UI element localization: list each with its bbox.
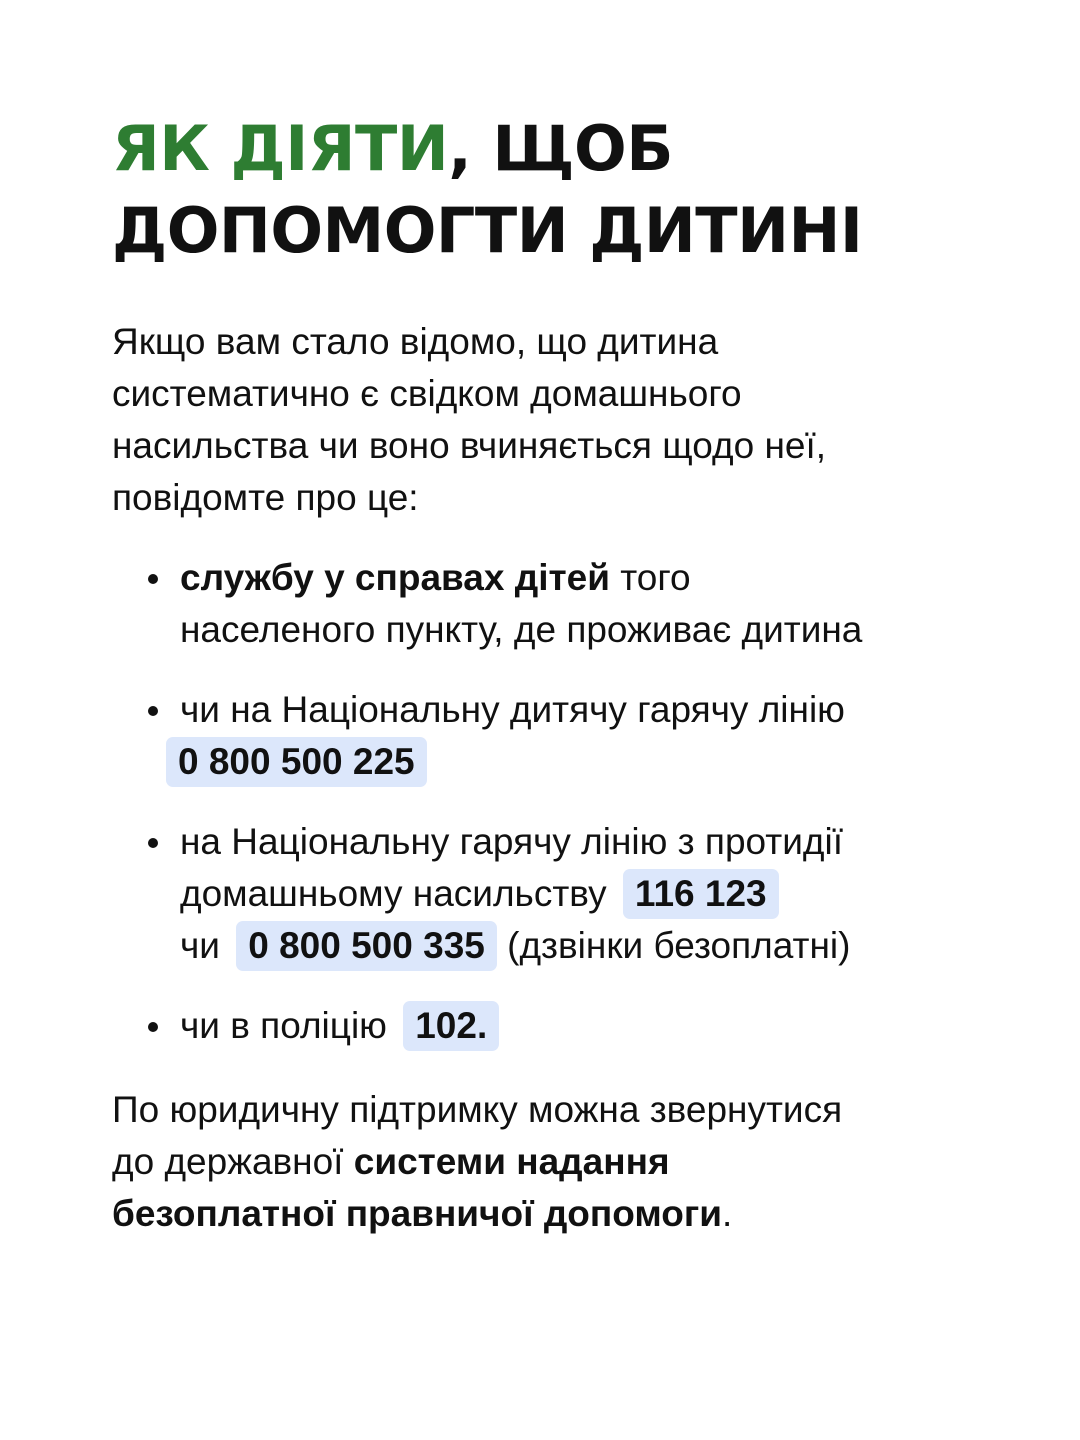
item-text: чи [180,925,220,966]
bullet-icon [148,1022,158,1032]
intro-line: Якщо вам стало відомо, що дитина [112,321,719,362]
title-accent: ЯК ДІЯТИ [112,112,449,185]
title-rest: , ЩОБ [448,112,674,185]
item-text: чи на Національну дитячу гарячу лінію [180,689,845,730]
footer-period: . [722,1193,733,1234]
bullet-icon [148,838,158,848]
list-item-domestic-violence-hotline [180,816,1000,972]
item-text: того [609,557,691,598]
item-text: чи в поліцію [180,1005,387,1046]
free-calls-note: (дзвінки безоплатні) [507,925,851,966]
intro-line: повідомте про це: [112,477,419,518]
legal-aid-label: системи надання [353,1141,670,1182]
intro-line: систематично є свідком домашнього [112,373,742,414]
contact-list [180,552,1000,1052]
list-item-child-services [180,552,1000,656]
list-item-police [180,1000,1000,1052]
footer-line: до державної [112,1141,354,1182]
title-line2: ДОПОМОГТИ ДИТИНІ [112,194,863,267]
child-hotline-phone[interactable]: 0 800 500 225 [166,737,427,787]
legal-aid-label: безоплатної правничої допомоги [112,1193,723,1234]
page-title [112,108,992,272]
domestic-violence-phone[interactable]: 0 800 500 335 [236,921,497,971]
footer-paragraph [112,1084,992,1240]
intro-line: насильства чи воно вчиняється щодо неї, [112,425,827,466]
police-phone[interactable]: 102. [403,1001,499,1051]
item-text: населеного пункту, де проживає дитина [180,609,863,650]
item-text: на Національну гарячу лінію з протидії [180,821,844,862]
child-services-label: службу у справах дітей [180,557,610,598]
item-text: домашньому насильству [180,873,607,914]
intro-paragraph [112,316,992,524]
domestic-violence-short-phone[interactable]: 116 123 [623,869,779,919]
list-item-child-hotline [180,684,1000,788]
footer-line: По юридичну підтримку можна звернутися [112,1089,843,1130]
bullet-icon [148,706,158,716]
bullet-icon [148,574,158,584]
